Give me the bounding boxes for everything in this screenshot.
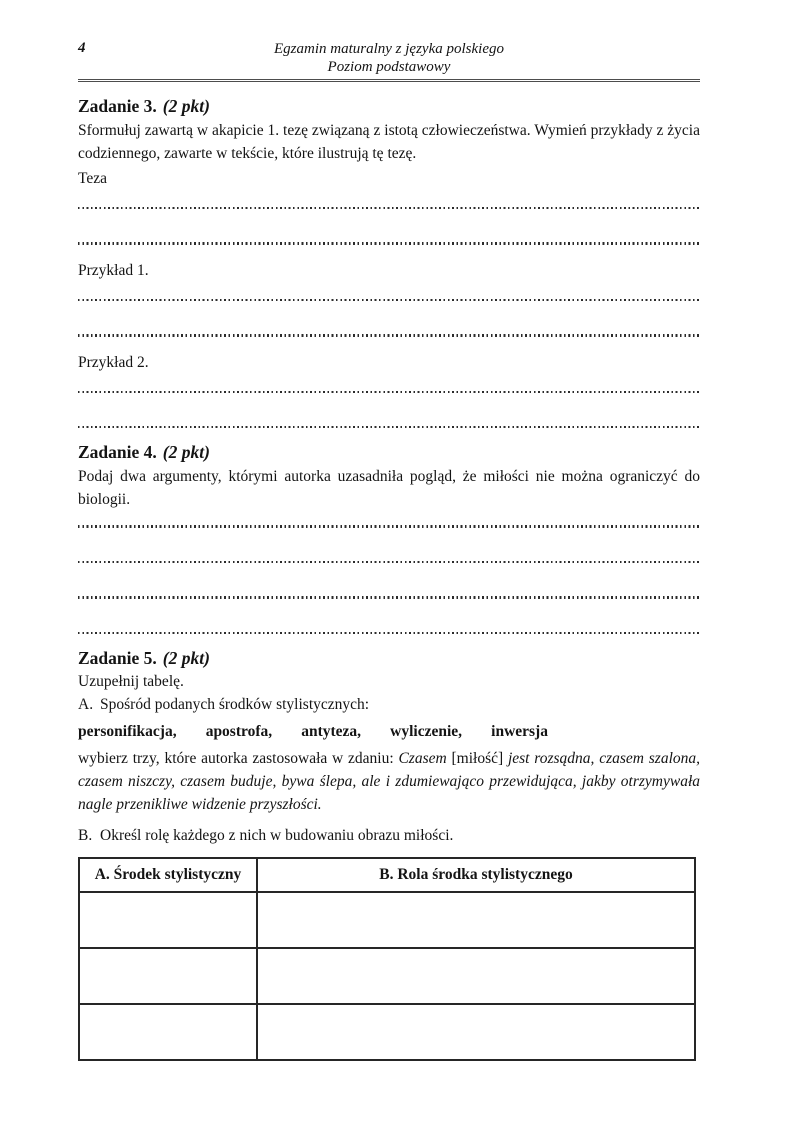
task-3-heading bbox=[78, 96, 700, 117]
table-cell bbox=[257, 892, 695, 948]
task-5 bbox=[78, 648, 700, 1061]
task-5-part-b bbox=[78, 825, 700, 846]
sentence-quote-2: jest rozsądna, czasem szalona, czasem niszczy, czasem buduje, bywa ślepa, ale i zdumiewająco przewidująca, jakby otrzymywała nagle przenikliwe widzenie przyszłości. bbox=[78, 749, 701, 813]
answer-label-teza: Teza bbox=[78, 170, 108, 187]
table-header-row bbox=[79, 858, 695, 892]
table-cell bbox=[79, 948, 257, 1004]
device-item: apostrofa, bbox=[205, 722, 273, 740]
task-4 bbox=[78, 442, 700, 634]
part-b-text: Określ rolę każdego z nich w budowaniu obrazu miłości. bbox=[100, 826, 454, 844]
answer-line bbox=[78, 426, 700, 428]
sentence-quote-1: Czasem bbox=[398, 749, 447, 767]
table-header-col-b: B. Rola środka stylistycznego bbox=[257, 858, 695, 892]
stylistic-devices-list bbox=[78, 721, 548, 742]
answer-label-przyklad-2: Przykład 2. bbox=[78, 353, 149, 371]
table-header-col-a: A. Środek stylistyczny bbox=[79, 858, 257, 892]
header-rule bbox=[78, 79, 700, 82]
table-cell bbox=[79, 1004, 257, 1060]
answer-label-przyklad-1: Przykład 1. bbox=[78, 261, 149, 279]
table-cell bbox=[79, 892, 257, 948]
task-5-heading bbox=[78, 648, 700, 669]
exam-title: Egzamin maturalny z języka polskiego bbox=[274, 41, 504, 57]
task-5-part-a bbox=[78, 694, 700, 715]
table-row bbox=[79, 948, 695, 1004]
task-5-table bbox=[78, 857, 696, 1061]
answer-line bbox=[78, 207, 700, 209]
task-5-title: Zadanie 5. bbox=[78, 647, 157, 668]
page-number: 4 bbox=[78, 40, 86, 56]
part-a-text: Spośród podanych środków stylistycznych: bbox=[100, 695, 370, 713]
sentence-lead: wybierz trzy, które autorka zastosowała w zdaniu: bbox=[78, 749, 394, 767]
page-header bbox=[78, 40, 700, 82]
task-4-heading bbox=[78, 442, 700, 463]
task-5-intro: Uzupełnij tabelę. bbox=[78, 672, 184, 690]
answer-line bbox=[78, 525, 700, 527]
task-5-sentence bbox=[78, 747, 700, 816]
task-4-prompt: Podaj dwa argumenty, którymi autorka uzasadniła pogląd, że miłości nie można ograniczyć do biologii. bbox=[78, 468, 700, 509]
task-5-points: (2 pkt) bbox=[162, 647, 210, 668]
task-3-title: Zadanie 3. bbox=[78, 96, 157, 116]
task-4-points: (2 pkt) bbox=[162, 442, 210, 463]
answer-line bbox=[78, 391, 700, 393]
table-row bbox=[79, 1004, 695, 1060]
task-3-points: (2 pkt) bbox=[162, 96, 210, 116]
table-cell bbox=[257, 1004, 695, 1060]
task-3-prompt: Sformułuj zawartą w akapicie 1. tezę związaną z istotą człowieczeństwa. Wymień przykłady z życia codziennego, zawarte w tekście, które ilustrują tę tezę. bbox=[78, 122, 700, 162]
table-cell bbox=[257, 948, 695, 1004]
device-item: personifikacja, bbox=[78, 722, 177, 740]
answer-line bbox=[78, 242, 700, 244]
task-4-title: Zadanie 4. bbox=[78, 442, 157, 463]
device-item: antyteza, bbox=[301, 722, 362, 740]
sentence-bracket: [miłość] bbox=[451, 749, 504, 767]
part-b-label: B. bbox=[78, 826, 93, 844]
device-item: inwersja bbox=[491, 722, 548, 740]
answer-line bbox=[78, 561, 700, 563]
answer-line bbox=[78, 596, 700, 598]
table-row bbox=[79, 892, 695, 948]
part-a-label: A. bbox=[78, 695, 94, 713]
answer-line bbox=[78, 299, 700, 301]
answer-line bbox=[78, 334, 700, 336]
device-item: wyliczenie, bbox=[390, 722, 463, 740]
answer-line bbox=[78, 632, 700, 634]
exam-subtitle: Poziom podstawowy bbox=[327, 59, 451, 75]
task-3 bbox=[78, 96, 700, 428]
